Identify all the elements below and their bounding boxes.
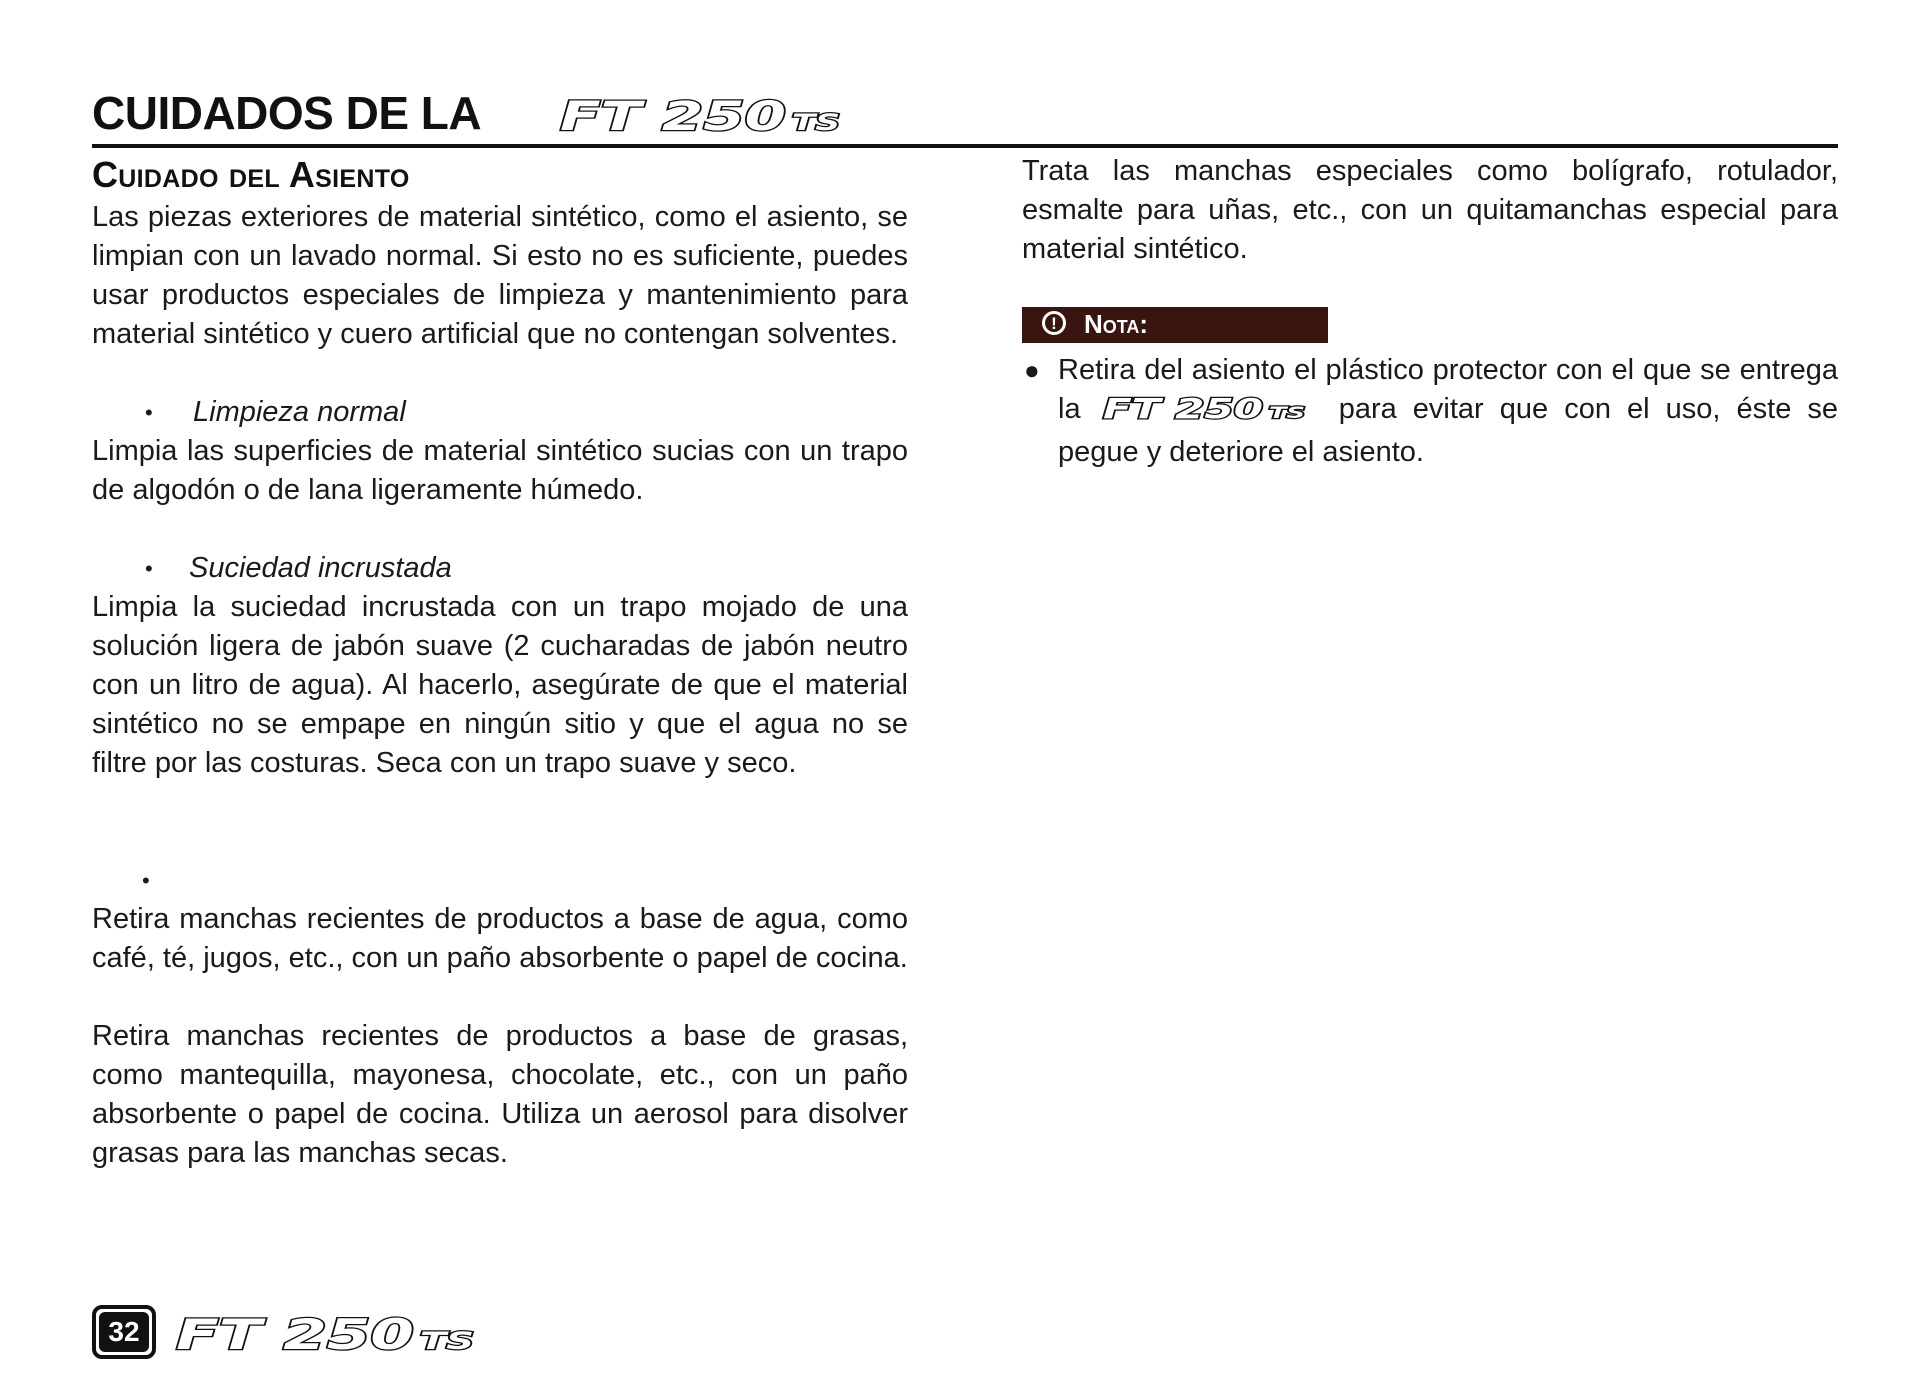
page-number-badge: [92, 1305, 156, 1359]
note-list: [1022, 351, 1838, 472]
intro-paragraph: Las piezas exteriores de material sintético, como el asiento, se limpian con un lavado normal. Si esto no es suficiente, puedes usar productos especiales de limpieza y mantenimiento para material sintético y cuero artificial que no contengan solventes.: [92, 201, 908, 350]
bullet-dot: •: [142, 868, 150, 893]
note-label: Nota:: [1084, 309, 1149, 339]
svg-text:FT 250: FT 250: [1102, 392, 1263, 422]
bullet-dot: ●: [1024, 355, 1040, 385]
svg-text:FT 250: FT 250: [176, 1311, 414, 1355]
svg-text:FT 250: FT 250: [560, 94, 786, 136]
svg-text:TS: TS: [420, 1327, 474, 1355]
bullet-dot: •: [145, 400, 153, 425]
ft250ts-logo: [174, 1311, 504, 1360]
ft250ts-logo: [558, 94, 888, 141]
svg-text:TS: TS: [792, 111, 840, 136]
page-header: [92, 82, 1838, 148]
paragraph-water-stains: Retira manchas recientes de productos a base de agua, como café, té, jugos, etc., con un paño absorbente o papel de cocina.: [92, 903, 908, 974]
paragraph-special-stains: Trata las manchas especiales como bolígrafo, rotulador, esmalte para uñas, etc., con un quitamanchas especial para material sintético.: [1022, 155, 1838, 265]
ft250ts-logo: [1101, 392, 1319, 433]
bullet-suciedad-incrustada: [92, 549, 908, 588]
bullet-limpieza-normal: [92, 393, 908, 432]
bullet-label: Limpieza normal: [193, 396, 406, 428]
left-column: [92, 154, 908, 1173]
svg-text:TS: TS: [1268, 403, 1305, 422]
page-title: CUIDADOS DE LA: [92, 87, 482, 139]
paragraph-grease-stains: Retira manchas recientes de productos a base de grasas, como mantequilla, mayonesa, chocolate, etc., con un paño absorbente o papel de cocina. Utiliza un aerosol para disolver grasas para las manchas secas.: [92, 1020, 908, 1169]
bullet-dot: •: [145, 556, 153, 581]
page-footer: [92, 1305, 592, 1365]
page-number: 32: [99, 1312, 149, 1352]
paragraph-limpieza-normal: Limpia las superficies de material sintético sucias con un trapo de algodón o de lana ligeramente húmedo.: [92, 435, 908, 506]
note-header: [1022, 307, 1328, 343]
note-text-start: Retira del asiento el plástico protector con el que se entrega la: [1058, 354, 1838, 425]
note-item: [1022, 351, 1838, 472]
exclamation-icon: !: [1042, 311, 1066, 335]
section-title: Cuidado del Asiento: [92, 154, 410, 195]
bullet-empty: [92, 861, 908, 900]
paragraph-suciedad-incrustada: Limpia la suciedad incrustada con un trapo mojado de una solución ligera de jabón suave (2 cucharadas de jabón neutro con un litro de agua). Al hacerlo, asegúrate de que el material sintético no se empape en ningún sitio y que el agua no se filtre por las costuras. Seca con un trapo suave y seco.: [92, 591, 908, 779]
note-text-end: para evitar que con el uso, éste se pegue y deteriore el asiento.: [1058, 393, 1839, 468]
bullet-label: Suciedad incrustada: [189, 552, 452, 584]
right-column: [1022, 152, 1838, 472]
